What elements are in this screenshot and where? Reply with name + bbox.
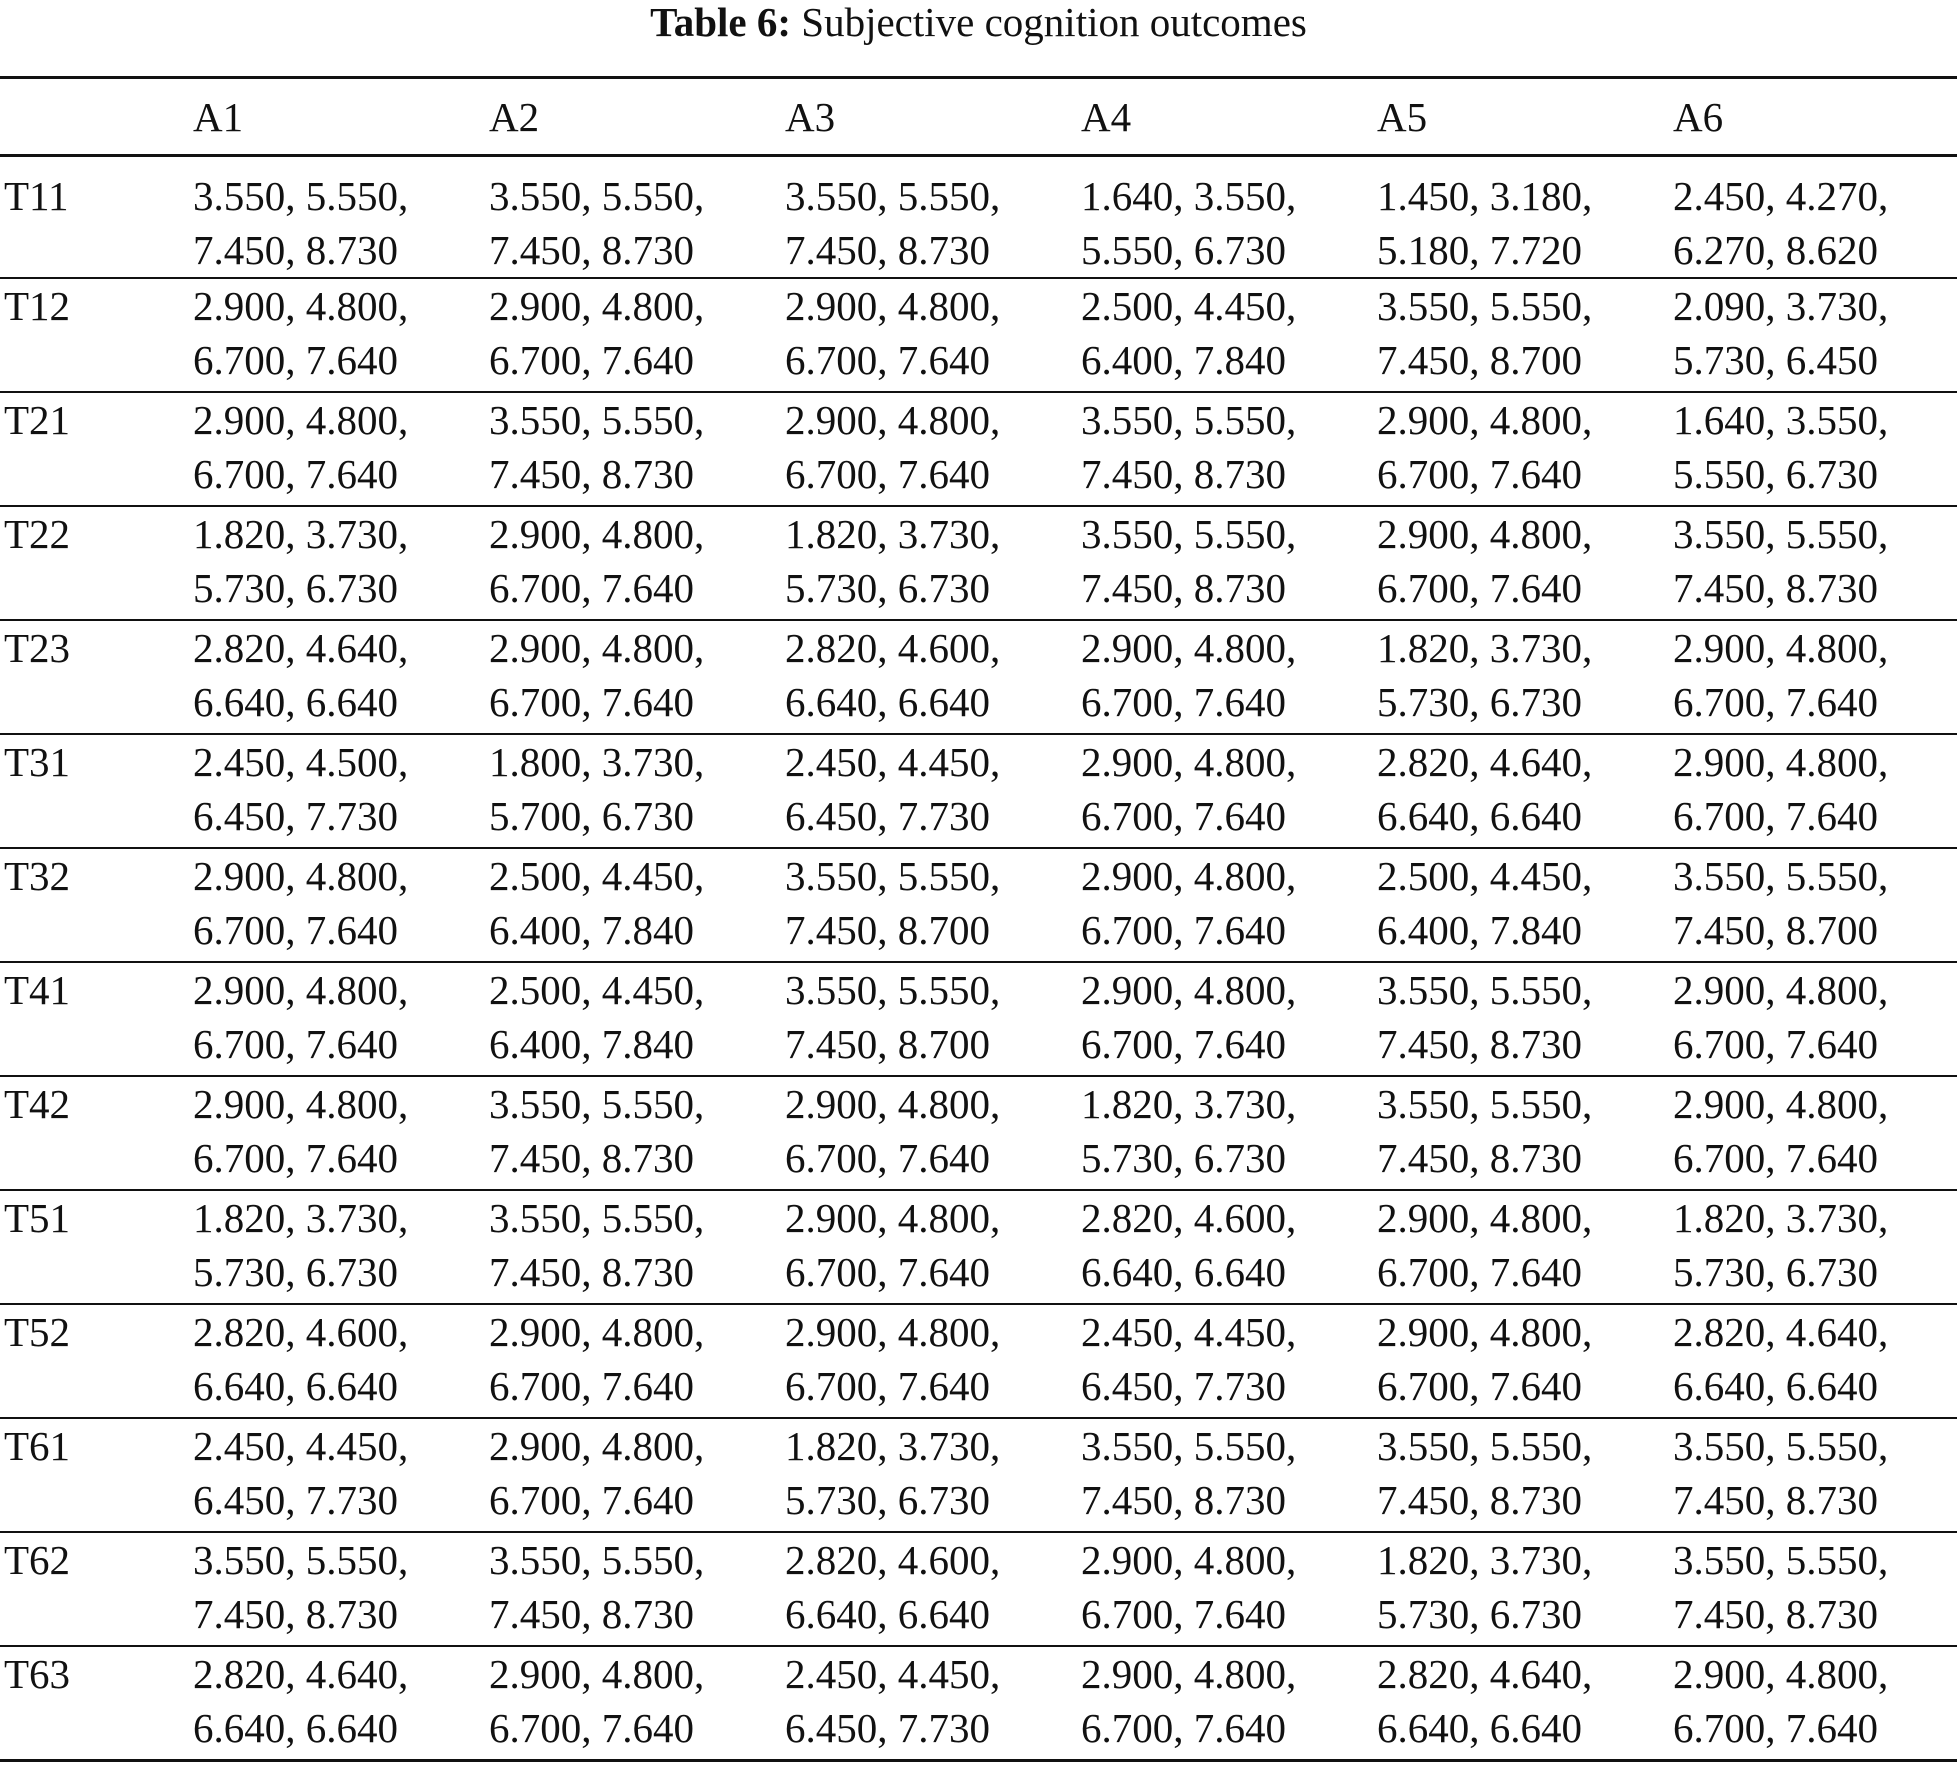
table-cell (1673, 156, 1957, 279)
cell-value-line: 2.820, 4.640, (1377, 1651, 1593, 1697)
table-cell (489, 156, 785, 279)
table-cell (1377, 620, 1673, 734)
cell-value-line: 6.450, 7.730 (193, 793, 398, 839)
table-body (0, 156, 1957, 1761)
cell-value-line: 2.900, 4.800, (1673, 625, 1889, 671)
table-cell (193, 278, 489, 392)
table-cell (1081, 848, 1377, 962)
table-cell (193, 734, 489, 848)
cell-value-line: 2.500, 4.450, (1081, 283, 1297, 329)
table-cell (489, 1304, 785, 1418)
table-cell (785, 278, 1081, 392)
table-cell (1377, 1304, 1673, 1418)
cell-value-line: 1.820, 3.730, (785, 511, 1001, 557)
cell-value-line: 3.550, 5.550, (193, 173, 409, 219)
cell-value-line: 6.700, 7.640 (193, 337, 398, 383)
table-cell (489, 506, 785, 620)
cell-value-line: 3.550, 5.550, (1377, 1081, 1593, 1127)
cell-value-line: 3.550, 5.550, (489, 1537, 705, 1583)
table-cell (193, 1532, 489, 1646)
table-cell (1377, 1190, 1673, 1304)
cell-value-line: 6.640, 6.640 (785, 679, 990, 725)
cell-value-line: 2.500, 4.450, (1377, 853, 1593, 899)
table-cell (1081, 962, 1377, 1076)
table-row (0, 620, 1957, 734)
cell-value-line: 6.400, 7.840 (1377, 907, 1582, 953)
cell-value-line: 6.700, 7.640 (193, 451, 398, 497)
table-row (0, 1532, 1957, 1646)
table-cell (1081, 734, 1377, 848)
table-cell (785, 1532, 1081, 1646)
row-label: T41 (4, 967, 71, 1013)
cell-value-line: 1.820, 3.730, (193, 1195, 409, 1241)
table-cell (1673, 1646, 1957, 1760)
table-cell (1673, 278, 1957, 392)
cell-value-line: 2.900, 4.800, (785, 1081, 1001, 1127)
cell-value-line: 5.550, 6.730 (1081, 227, 1286, 273)
cell-value-line: 5.730, 6.730 (1377, 1591, 1582, 1637)
cell-value-line: 2.820, 4.600, (785, 1537, 1001, 1583)
cell-value-line: 2.900, 4.800, (193, 397, 409, 443)
column-header-a1: A1 (193, 93, 244, 140)
cell-value-line: 6.700, 7.640 (1673, 793, 1878, 839)
cell-value-line: 3.550, 5.550, (489, 1195, 705, 1241)
table-cell (1377, 156, 1673, 279)
table-row (0, 156, 1957, 279)
cell-value-line: 3.550, 5.550, (1377, 1423, 1593, 1469)
cell-value-line: 7.450, 8.700 (1673, 907, 1878, 953)
cell-value-line: 6.700, 7.640 (1081, 907, 1286, 953)
column-header-a3: A3 (785, 93, 836, 140)
cell-value-line: 1.640, 3.550, (1673, 397, 1889, 443)
cell-value-line: 5.730, 6.730 (193, 565, 398, 611)
cell-value-line: 2.900, 4.800, (489, 511, 705, 557)
table-cell (1081, 1076, 1377, 1190)
cell-value-line: 2.900, 4.800, (785, 1309, 1001, 1355)
table-cell (489, 392, 785, 506)
table-cell (489, 620, 785, 734)
cell-value-line: 3.550, 5.550, (193, 1537, 409, 1583)
cell-value-line: 6.450, 7.730 (1081, 1363, 1286, 1409)
cell-value-line: 3.550, 5.550, (1081, 397, 1297, 443)
cell-value-line: 7.450, 8.730 (489, 1249, 694, 1295)
table-cell (1377, 962, 1673, 1076)
cell-value-line: 5.730, 6.730 (785, 1477, 990, 1523)
cell-value-line: 3.550, 5.550, (1673, 1537, 1889, 1583)
table-cell (1377, 1076, 1673, 1190)
table-cell (1673, 392, 1957, 506)
table-cell (785, 620, 1081, 734)
row-label: T31 (4, 739, 71, 785)
table-cell (193, 620, 489, 734)
cell-value-line: 7.450, 8.730 (1081, 565, 1286, 611)
cell-value-line: 2.450, 4.450, (193, 1423, 409, 1469)
table-cell (1377, 506, 1673, 620)
cell-value-line: 6.450, 7.730 (785, 1705, 990, 1751)
cell-value-line: 2.450, 4.450, (785, 739, 1001, 785)
cell-value-line: 1.820, 3.730, (1081, 1081, 1297, 1127)
cell-value-line: 6.700, 7.640 (193, 1135, 398, 1181)
cell-value-line: 3.550, 5.550, (1377, 967, 1593, 1013)
cell-value-line: 6.700, 7.640 (785, 337, 990, 383)
cell-value-line: 3.550, 5.550, (489, 1081, 705, 1127)
cell-value-line: 3.550, 5.550, (1673, 853, 1889, 899)
cell-value-line: 3.550, 5.550, (785, 173, 1001, 219)
table-cell (1377, 734, 1673, 848)
cell-value-line: 3.550, 5.550, (785, 967, 1001, 1013)
cell-value-line: 6.700, 7.640 (1081, 679, 1286, 725)
cell-value-line: 2.820, 4.600, (193, 1309, 409, 1355)
cell-value-line: 7.450, 8.730 (1673, 565, 1878, 611)
cell-value-line: 7.450, 8.730 (193, 227, 398, 273)
table-caption-title: Subjective cognition outcomes (801, 0, 1307, 45)
cell-value-line: 3.550, 5.550, (489, 173, 705, 219)
cell-value-line: 2.820, 4.640, (193, 1651, 409, 1697)
table-cell (1673, 620, 1957, 734)
cell-value-line: 6.700, 7.640 (1081, 1705, 1286, 1751)
table-cell (489, 848, 785, 962)
table-cell (785, 1076, 1081, 1190)
row-label: T22 (4, 511, 71, 557)
cell-value-line: 2.900, 4.800, (489, 1309, 705, 1355)
cell-value-line: 1.820, 3.730, (1377, 1537, 1593, 1583)
cell-value-line: 6.700, 7.640 (785, 451, 990, 497)
table-cell (193, 848, 489, 962)
table-cell (1673, 962, 1957, 1076)
cell-value-line: 2.450, 4.500, (193, 739, 409, 785)
cell-value-line: 6.700, 7.640 (1377, 1363, 1582, 1409)
table-cell (785, 392, 1081, 506)
cell-value-line: 7.450, 8.730 (489, 1591, 694, 1637)
table-cell (1081, 1532, 1377, 1646)
cell-value-line: 7.450, 8.730 (193, 1591, 398, 1637)
cell-value-line: 6.450, 7.730 (193, 1477, 398, 1523)
row-label: T62 (4, 1537, 71, 1583)
table-cell (193, 1190, 489, 1304)
table-cell (193, 1076, 489, 1190)
cell-value-line: 3.550, 5.550, (1081, 511, 1297, 557)
table-cell (785, 1304, 1081, 1418)
table-cell (785, 734, 1081, 848)
cell-value-line: 6.700, 7.640 (193, 1021, 398, 1067)
table-cell (1673, 1532, 1957, 1646)
cell-value-line: 7.450, 8.730 (1081, 451, 1286, 497)
row-label: T32 (4, 853, 71, 899)
row-label: T11 (4, 173, 69, 219)
table-cell (489, 1190, 785, 1304)
column-header-a4: A4 (1081, 93, 1132, 140)
cell-value-line: 2.900, 4.800, (489, 625, 705, 671)
cell-value-line: 6.700, 7.640 (1081, 1021, 1286, 1067)
cell-value-line: 5.180, 7.720 (1377, 227, 1582, 273)
cell-value-line: 2.900, 4.800, (1673, 739, 1889, 785)
cell-value-line: 2.450, 4.450, (1081, 1309, 1297, 1355)
cell-value-line: 6.700, 7.640 (193, 907, 398, 953)
cell-value-line: 6.640, 6.640 (1377, 1705, 1582, 1751)
table-cell (785, 1418, 1081, 1532)
table-row (0, 1646, 1957, 1760)
cell-value-line: 7.450, 8.730 (1377, 1135, 1582, 1181)
cell-value-line: 6.700, 7.640 (489, 1363, 694, 1409)
cell-value-line: 6.700, 7.640 (1377, 565, 1582, 611)
table-cell (489, 962, 785, 1076)
cell-value-line: 6.640, 6.640 (193, 1363, 398, 1409)
cell-value-line: 6.700, 7.640 (1081, 1591, 1286, 1637)
table-row (0, 392, 1957, 506)
cell-value-line: 5.550, 6.730 (1673, 451, 1878, 497)
cell-value-line: 2.900, 4.800, (785, 1195, 1001, 1241)
table-cell (785, 156, 1081, 279)
cell-value-line: 3.550, 5.550, (1673, 1423, 1889, 1469)
header-row (0, 78, 1957, 156)
row-label: T63 (4, 1651, 71, 1697)
row-label: T51 (4, 1195, 71, 1241)
cell-value-line: 2.450, 4.270, (1673, 173, 1889, 219)
cell-value-line: 3.550, 5.550, (489, 397, 705, 443)
cell-value-line: 6.640, 6.640 (1377, 793, 1582, 839)
cell-value-line: 7.450, 8.730 (489, 451, 694, 497)
table-row (0, 734, 1957, 848)
cell-value-line: 6.700, 7.640 (1673, 679, 1878, 725)
table-row (0, 1418, 1957, 1532)
cell-value-line: 7.450, 8.700 (785, 1021, 990, 1067)
table-cell (1081, 156, 1377, 279)
cell-value-line: 5.700, 6.730 (489, 793, 694, 839)
cell-value-line: 6.400, 7.840 (489, 907, 694, 953)
column-header-a6: A6 (1673, 93, 1724, 140)
table-cell (1673, 1418, 1957, 1532)
table-cell (1081, 620, 1377, 734)
cell-value-line: 2.820, 4.640, (1377, 739, 1593, 785)
cell-value-line: 1.450, 3.180, (1377, 173, 1593, 219)
table-cell (785, 962, 1081, 1076)
cell-value-line: 7.450, 8.730 (1377, 1477, 1582, 1523)
cell-value-line: 2.900, 4.800, (1081, 1651, 1297, 1697)
column-header-a2: A2 (489, 93, 540, 140)
column-header-a5: A5 (1377, 93, 1428, 140)
table-cell (193, 962, 489, 1076)
cell-value-line: 2.900, 4.800, (193, 967, 409, 1013)
cell-value-line: 6.640, 6.640 (785, 1591, 990, 1637)
cell-value-line: 7.450, 8.730 (489, 1135, 694, 1181)
table-cell (1377, 848, 1673, 962)
cell-value-line: 2.900, 4.800, (193, 853, 409, 899)
table-cell (1673, 506, 1957, 620)
cell-value-line: 2.900, 4.800, (1673, 1651, 1889, 1697)
row-label: T21 (4, 397, 71, 443)
table-cell (193, 1646, 489, 1760)
cell-value-line: 1.640, 3.550, (1081, 173, 1297, 219)
cell-value-line: 2.900, 4.800, (1377, 511, 1593, 557)
cell-value-line: 6.700, 7.640 (785, 1135, 990, 1181)
cell-value-line: 6.700, 7.640 (1081, 793, 1286, 839)
row-label: T52 (4, 1309, 71, 1355)
table-cell (1081, 278, 1377, 392)
cell-value-line: 6.700, 7.640 (785, 1363, 990, 1409)
cell-value-line: 2.500, 4.450, (489, 967, 705, 1013)
cell-value-line: 2.450, 4.450, (785, 1651, 1001, 1697)
cell-value-line: 2.900, 4.800, (489, 1423, 705, 1469)
cell-value-line: 7.450, 8.730 (785, 227, 990, 273)
table-cell (193, 392, 489, 506)
cell-value-line: 2.900, 4.800, (1673, 1081, 1889, 1127)
cell-value-line: 5.730, 6.730 (1081, 1135, 1286, 1181)
cell-value-line: 6.700, 7.640 (489, 1705, 694, 1751)
cell-value-line: 2.900, 4.800, (1377, 1309, 1593, 1355)
table-cell (1081, 1304, 1377, 1418)
cell-value-line: 6.700, 7.640 (785, 1249, 990, 1295)
cell-value-line: 6.700, 7.640 (1673, 1135, 1878, 1181)
cell-value-line: 2.900, 4.800, (489, 283, 705, 329)
table-cell (1673, 734, 1957, 848)
cell-value-line: 6.700, 7.640 (1377, 1249, 1582, 1295)
cell-value-line: 5.730, 6.450 (1673, 337, 1878, 383)
table-cell (489, 1076, 785, 1190)
table-row (0, 962, 1957, 1076)
cell-value-line: 5.730, 6.730 (193, 1249, 398, 1295)
table-cell (1377, 1646, 1673, 1760)
cell-value-line: 6.700, 7.640 (489, 565, 694, 611)
cell-value-line: 1.820, 3.730, (1673, 1195, 1889, 1241)
cell-value-line: 2.900, 4.800, (1377, 1195, 1593, 1241)
table-cell (1673, 848, 1957, 962)
cell-value-line: 2.900, 4.800, (193, 1081, 409, 1127)
table-cell (1081, 1190, 1377, 1304)
table-cell (785, 1646, 1081, 1760)
cell-value-line: 2.820, 4.600, (785, 625, 1001, 671)
cell-value-line: 2.900, 4.800, (1081, 853, 1297, 899)
table-cell (1673, 1304, 1957, 1418)
table-cell (489, 1646, 785, 1760)
table-cell (489, 1418, 785, 1532)
table-cell (489, 1532, 785, 1646)
table-cell (1081, 392, 1377, 506)
table-cell (193, 506, 489, 620)
cell-value-line: 6.450, 7.730 (785, 793, 990, 839)
cell-value-line: 6.400, 7.840 (489, 1021, 694, 1067)
cell-value-line: 5.730, 6.730 (1377, 679, 1582, 725)
cell-value-line: 7.450, 8.730 (489, 227, 694, 273)
cell-value-line: 6.700, 7.640 (489, 679, 694, 725)
cell-value-line: 2.500, 4.450, (489, 853, 705, 899)
row-label: T42 (4, 1081, 71, 1127)
cell-value-line: 7.450, 8.730 (1673, 1477, 1878, 1523)
table-row (0, 1076, 1957, 1190)
data-table (0, 76, 1957, 1762)
cell-value-line: 2.900, 4.800, (1377, 397, 1593, 443)
table-cell (1081, 506, 1377, 620)
cell-value-line: 1.820, 3.730, (785, 1423, 1001, 1469)
cell-value-line: 2.900, 4.800, (1081, 625, 1297, 671)
table-cell (785, 848, 1081, 962)
cell-value-line: 7.450, 8.700 (785, 907, 990, 953)
cell-value-line: 6.270, 8.620 (1673, 227, 1878, 273)
cell-value-line: 7.450, 8.730 (1081, 1477, 1286, 1523)
row-label: T12 (4, 283, 71, 329)
header-corner-cell (0, 78, 193, 156)
cell-value-line: 3.550, 5.550, (1377, 283, 1593, 329)
cell-value-line: 2.900, 4.800, (193, 283, 409, 329)
table-row (0, 278, 1957, 392)
cell-value-line: 3.550, 5.550, (785, 853, 1001, 899)
cell-value-line: 2.900, 4.800, (785, 283, 1001, 329)
cell-value-line: 2.820, 4.640, (1673, 1309, 1889, 1355)
table-cell (193, 1304, 489, 1418)
cell-value-line: 2.900, 4.800, (785, 397, 1001, 443)
table-cell (785, 1190, 1081, 1304)
cell-value-line: 6.700, 7.640 (1673, 1705, 1878, 1751)
cell-value-line: 7.450, 8.700 (1377, 337, 1582, 383)
cell-value-line: 6.700, 7.640 (489, 1477, 694, 1523)
cell-value-line: 6.700, 7.640 (1673, 1021, 1878, 1067)
cell-value-line: 2.900, 4.800, (1081, 967, 1297, 1013)
table-cell (1377, 278, 1673, 392)
table-cell (1377, 1532, 1673, 1646)
cell-value-line: 6.700, 7.640 (489, 337, 694, 383)
table-header (0, 78, 1957, 156)
cell-value-line: 1.800, 3.730, (489, 739, 705, 785)
table-row (0, 506, 1957, 620)
cell-value-line: 6.640, 6.640 (193, 1705, 398, 1751)
cell-value-line: 6.640, 6.640 (1081, 1249, 1286, 1295)
cell-value-line: 1.820, 3.730, (1377, 625, 1593, 671)
cell-value-line: 2.900, 4.800, (489, 1651, 705, 1697)
table-cell (785, 506, 1081, 620)
cell-value-line: 6.640, 6.640 (193, 679, 398, 725)
cell-value-line: 2.900, 4.800, (1673, 967, 1889, 1013)
table-cell (1377, 1418, 1673, 1532)
table-cell (1081, 1646, 1377, 1760)
cell-value-line: 5.730, 6.730 (1673, 1249, 1878, 1295)
table-cell (1081, 1418, 1377, 1532)
table-row (0, 848, 1957, 962)
table-row (0, 1190, 1957, 1304)
cell-value-line: 3.550, 5.550, (1081, 1423, 1297, 1469)
table-cell (193, 1418, 489, 1532)
cell-value-line: 6.700, 7.640 (1377, 451, 1582, 497)
row-label: T23 (4, 625, 71, 671)
cell-value-line: 7.450, 8.730 (1673, 1591, 1878, 1637)
table-cell (1377, 392, 1673, 506)
table-caption-label: Table 6: (650, 0, 792, 45)
table-cell (1673, 1076, 1957, 1190)
table-cell (193, 156, 489, 279)
cell-value-line: 2.820, 4.640, (193, 625, 409, 671)
cell-value-line: 1.820, 3.730, (193, 511, 409, 557)
cell-value-line: 6.640, 6.640 (1673, 1363, 1878, 1409)
cell-value-line: 2.900, 4.800, (1081, 739, 1297, 785)
table-cell (489, 278, 785, 392)
table-caption (0, 0, 1957, 48)
cell-value-line: 3.550, 5.550, (1673, 511, 1889, 557)
table-row (0, 1304, 1957, 1418)
cell-value-line: 5.730, 6.730 (785, 565, 990, 611)
table-cell (489, 734, 785, 848)
cell-value-line: 7.450, 8.730 (1377, 1021, 1582, 1067)
table-cell (1673, 1190, 1957, 1304)
row-label: T61 (4, 1423, 71, 1469)
cell-value-line: 6.400, 7.840 (1081, 337, 1286, 383)
cell-value-line: 2.820, 4.600, (1081, 1195, 1297, 1241)
cell-value-line: 2.900, 4.800, (1081, 1537, 1297, 1583)
cell-value-line: 2.090, 3.730, (1673, 283, 1889, 329)
